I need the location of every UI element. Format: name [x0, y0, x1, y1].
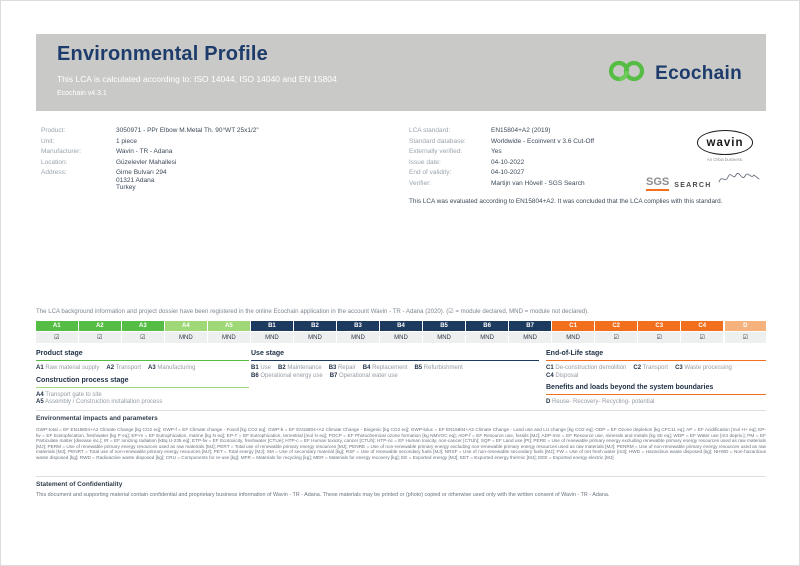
product-info-row: [41, 138, 371, 145]
stage-item-A4: A4 Transport gate to site: [36, 391, 102, 398]
product-info-value: 3050971 - PPr Elbow M.Metal Th. 90°WT 25x1/2": [116, 127, 259, 134]
sgs-search-text: SEARCH: [674, 182, 712, 189]
module-status: MND: [294, 332, 336, 343]
address-value: [116, 169, 167, 191]
module-column-A1: [36, 321, 78, 343]
stage-line: [251, 365, 539, 373]
lca-info-row: [409, 138, 709, 145]
lca-info-label: Issue date:: [409, 158, 441, 166]
module-code: B7: [509, 321, 551, 331]
wavin-oval-icon: [697, 130, 754, 155]
stage-title: Use stage: [251, 350, 539, 361]
module-column-C4: [681, 321, 723, 343]
product-stage-section: [36, 350, 249, 373]
stage-title: Product stage: [36, 350, 249, 361]
stage-line: [251, 373, 539, 381]
module-code: B4: [380, 321, 422, 331]
module-status: MND: [552, 332, 594, 343]
address-line: 01321 Adana: [116, 176, 155, 184]
module-status: MND: [337, 332, 379, 343]
stage-title: Benefits and loads beyond the system boundaries: [546, 384, 766, 395]
module-code: B5: [423, 321, 465, 331]
registration-note: The LCA background information and project dossier have been registered in the online Ecochain application in the account Wavin - TR - Adana (2020). (☑ = module declared, MND = module not declared).: [36, 308, 589, 315]
lca-info-row: [409, 148, 709, 155]
stage-line: [546, 373, 766, 381]
ecochain-logo-text: Ecochain: [655, 62, 742, 84]
module-column-A5: [208, 321, 250, 343]
sgs-search-logo: [646, 171, 761, 191]
ecochain-infinity-icon: [607, 58, 647, 89]
module-column-B4: [380, 321, 422, 343]
stage-item-C1: C1 De-construction demolition: [546, 365, 627, 371]
sgs-logo-text: SGS: [646, 177, 669, 191]
module-column-B5: [423, 321, 465, 343]
stage-item-A5: A5 Assembly / Construction installation process: [36, 399, 163, 405]
module-status: MND: [208, 332, 250, 343]
lca-info-value: Yes: [491, 148, 502, 156]
module-column-B6: [466, 321, 508, 343]
module-code: A3: [122, 321, 164, 331]
lca-info-label: Verifier:: [409, 179, 432, 187]
lca-info-value: Worldwide - Ecoinvent v 3.6 Cut-Off: [491, 137, 595, 145]
address-line: Girne Bulvarı 294: [116, 169, 167, 177]
stage-item-B3: B3 Repair: [328, 365, 356, 371]
module-code: C2: [595, 321, 637, 331]
address-line: Turkey: [116, 183, 136, 191]
module-status: MND: [423, 332, 465, 343]
stage-descriptions: [36, 350, 766, 410]
stage-item-B5: B5 Refurbishment: [414, 365, 463, 371]
module-code: C4: [681, 321, 723, 331]
module-code: D: [725, 321, 767, 331]
stage-line: [546, 365, 766, 373]
module-column-A4: [165, 321, 207, 343]
lca-info-row: [409, 127, 709, 134]
module-status: MND: [380, 332, 422, 343]
end-of-life-stage-section: [546, 350, 766, 380]
page-subtitle: This LCA is calculated according to: ISO 14044, ISO 14040 and EN 15804: [57, 74, 337, 84]
module-code: C3: [638, 321, 680, 331]
stage-item-A1: A1 Raw material supply: [36, 365, 100, 371]
product-info-block: [41, 127, 371, 195]
module-table: [36, 321, 766, 343]
module-status: MND: [466, 332, 508, 343]
module-column-B3: [337, 321, 379, 343]
module-code: B6: [466, 321, 508, 331]
lca-info-label: LCA standard:: [409, 127, 451, 134]
stage-title: Construction process stage: [36, 377, 249, 388]
module-column-C3: [638, 321, 680, 343]
header-banner: [36, 34, 766, 111]
divider: [36, 410, 766, 411]
stage-item-A2: A2 Transport: [106, 365, 142, 371]
wavin-logo-text: wavin: [706, 137, 744, 149]
stage-title: End-of-Life stage: [546, 350, 766, 361]
lca-info-label: End of validity:: [409, 169, 452, 177]
module-column-B1: [251, 321, 293, 343]
lca-info-value: 04-10-2027: [491, 169, 525, 177]
lca-info-label: Standard database:: [409, 137, 466, 145]
module-column-A2: [79, 321, 121, 343]
divider: [36, 476, 766, 477]
stage-item-A3: A3 Manufacturing: [148, 365, 196, 371]
confidentiality-text: This document and supporting material contain confidential and proprietary business information of Wavin - TR - Adana. These materials may be printed or (photo) copied or otherwise used only with the written consent of Wavin - TR - Adana.: [36, 492, 610, 498]
stage-item-B2: B2 Maintenance: [278, 365, 322, 371]
product-info-row: [41, 169, 371, 191]
lca-evaluation-note: This LCA was evaluated according to EN15804+A2. It was concluded that the LCA complies with this standard.: [409, 198, 723, 205]
lca-info-value: EN15804+A2 (2019): [491, 127, 551, 134]
product-info-value: 1 piece: [116, 137, 137, 145]
module-code: C1: [552, 321, 594, 331]
stage-item-C2: C2 Transport: [633, 365, 669, 371]
stage-line: [36, 399, 249, 407]
stage-line: [36, 365, 249, 373]
stage-item-C4: C4 Disposal: [546, 372, 579, 379]
module-code: B3: [337, 321, 379, 331]
stage-line: [546, 399, 766, 407]
product-info-row: [41, 148, 371, 155]
module-status: MND: [165, 332, 207, 343]
environmental-impacts-text: GWP-total = EF EN15804+A2 Climate Change [kg CO2 eq]; GWP-f = EF Climate change - Fossil [kg CO2 eq]; GWP-b = EF EN15804+A2 Climate Change - Biogenic [kg CO2 eq]; GWP-luluc = EF EN15804+A2 Climate Change - Land use and LU change [kg CO2 eq]; ODP = EF Ozone depletion [kg CFC11 eq]; AP = EF Acidification [mol H+ eq]; EP-fw = EF Eutrophication, freshwater [kg P eq]; EP-m = EF Eutrophication, marine [kg N eq]; EP-T = EF Eutrophication, terrestrial [mol N eq]; POCP = EF Photochemical ozone formation [kg NMVOC eq]; ADP-f = EF Resource use, fossils [MJ]; ADP-mm = EF Resource use, minerals and metals [kg Sb eq]; WDP = EF Water use [m3 depriv.]; PM = EF Particulate matter [disease inc.]; IR = EF Ionizing radiation [kBq U-235 eq]; ETP-fw = EF Ecotoxicity, freshwater [CTUe]; HTP-c = EF Human toxicity, cancer [CTUh]; HTP-nc = EF Human toxicity, non-cancer [CTUh]; SQP = EF Land use [Pt]; PERE = Use of renewable primary energy excluding renewable primary energy resources used as raw materials [MJ]; PERM = Use of renewable primary energy resources used as raw materials [MJ]; PERT = Total use of renewable primary energy resources [MJ]; PENRE = Use of non-renewable primary energy excluding non-renewable primary energy resources used as raw materials [MJ]; PENRM = Use of non-renewable primary energy resources used as raw materials [MJ]; PENRT = Total use of non-renewable primary energy resources [MJ]; PET = Total energy [MJ]; SM = Use of secondary material [kg]; RSF = Use of renewable secondary fuels [MJ]; NRSF = Use of non-renewable secondary fuels [MJ]; FW = Use of net fresh water [m3]; HWD = Hazardous waste disposed [kg]; NHWD = Non-hazardous waste disposed [kg]; RWD = Radioactive waste disposed [kg]; CRU = Components for re-use [kg]; MFR = Materials for recycling [kg]; MER = Materials for energy recovery [kg]; EE = Exported energy [MJ]; EET = Exported energy thermic [MJ]; EEE = Exported energy electric [MJ]: [36, 427, 766, 460]
use-stage-section: [251, 350, 539, 380]
environmental-impacts-heading: Environmental impacts and parameters: [36, 415, 158, 422]
product-info-row: [41, 159, 371, 166]
module-code: A2: [79, 321, 121, 331]
module-code: B2: [294, 321, 336, 331]
product-info-row: [41, 127, 371, 134]
wavin-logo: [689, 130, 761, 162]
module-column-C2: [595, 321, 637, 343]
address-label: Address:: [41, 169, 67, 177]
lca-info-label: Externally verified:: [409, 148, 463, 156]
module-status: ☑: [595, 332, 637, 343]
stage-item-D: D Reuse- Recovery- Recycling- potential: [546, 399, 655, 405]
product-info-label: Product:: [41, 127, 66, 134]
module-column-A3: [122, 321, 164, 343]
product-info-label: Unit:: [41, 137, 55, 145]
stage-item-B7: B7 Operational water use: [329, 372, 398, 379]
product-info-value: Wavin - TR - Adana: [116, 148, 173, 156]
module-status: MND: [251, 332, 293, 343]
benefits-stage-section: [546, 384, 766, 407]
lca-info-value: 04-10-2022: [491, 158, 525, 166]
module-code: A1: [36, 321, 78, 331]
module-status: ☑: [122, 332, 164, 343]
app-version: Ecochain v4.3.1: [57, 90, 107, 97]
construction-stage-section: [36, 377, 249, 407]
module-column-D: [725, 321, 767, 343]
stage-item-B6: B6 Operational energy use: [251, 372, 323, 379]
product-info-label: Location:: [41, 158, 68, 166]
module-column-B2: [294, 321, 336, 343]
stage-item-B1: B1 Use: [251, 365, 272, 371]
product-info-value: Güzelevler Mahallesi: [116, 158, 177, 166]
stage-item-C3: C3 Waste processing: [675, 365, 732, 371]
page-title: Environmental Profile: [57, 43, 268, 65]
module-status: ☑: [36, 332, 78, 343]
module-column-B7: [509, 321, 551, 343]
module-status: ☑: [638, 332, 680, 343]
ecochain-logo: [607, 58, 742, 89]
module-code: A5: [208, 321, 250, 331]
verifier-signature-icon: [717, 171, 761, 191]
module-status: MND: [509, 332, 551, 343]
module-column-C1: [552, 321, 594, 343]
stage-line: [36, 392, 249, 400]
lca-info-value: Martijn van Hövell - SGS Search: [491, 179, 585, 187]
module-status: ☑: [79, 332, 121, 343]
module-code: A4: [165, 321, 207, 331]
confidentiality-heading: Statement of Confidentiality: [36, 481, 123, 488]
wavin-tagline: An Orbia business.: [706, 157, 744, 162]
stage-item-B4: B4 Replacement: [362, 365, 408, 371]
lca-info-row: [409, 159, 709, 166]
module-code: B1: [251, 321, 293, 331]
module-status: ☑: [681, 332, 723, 343]
product-info-label: Manufacturer:: [41, 148, 82, 156]
module-status: ☑: [725, 332, 767, 343]
